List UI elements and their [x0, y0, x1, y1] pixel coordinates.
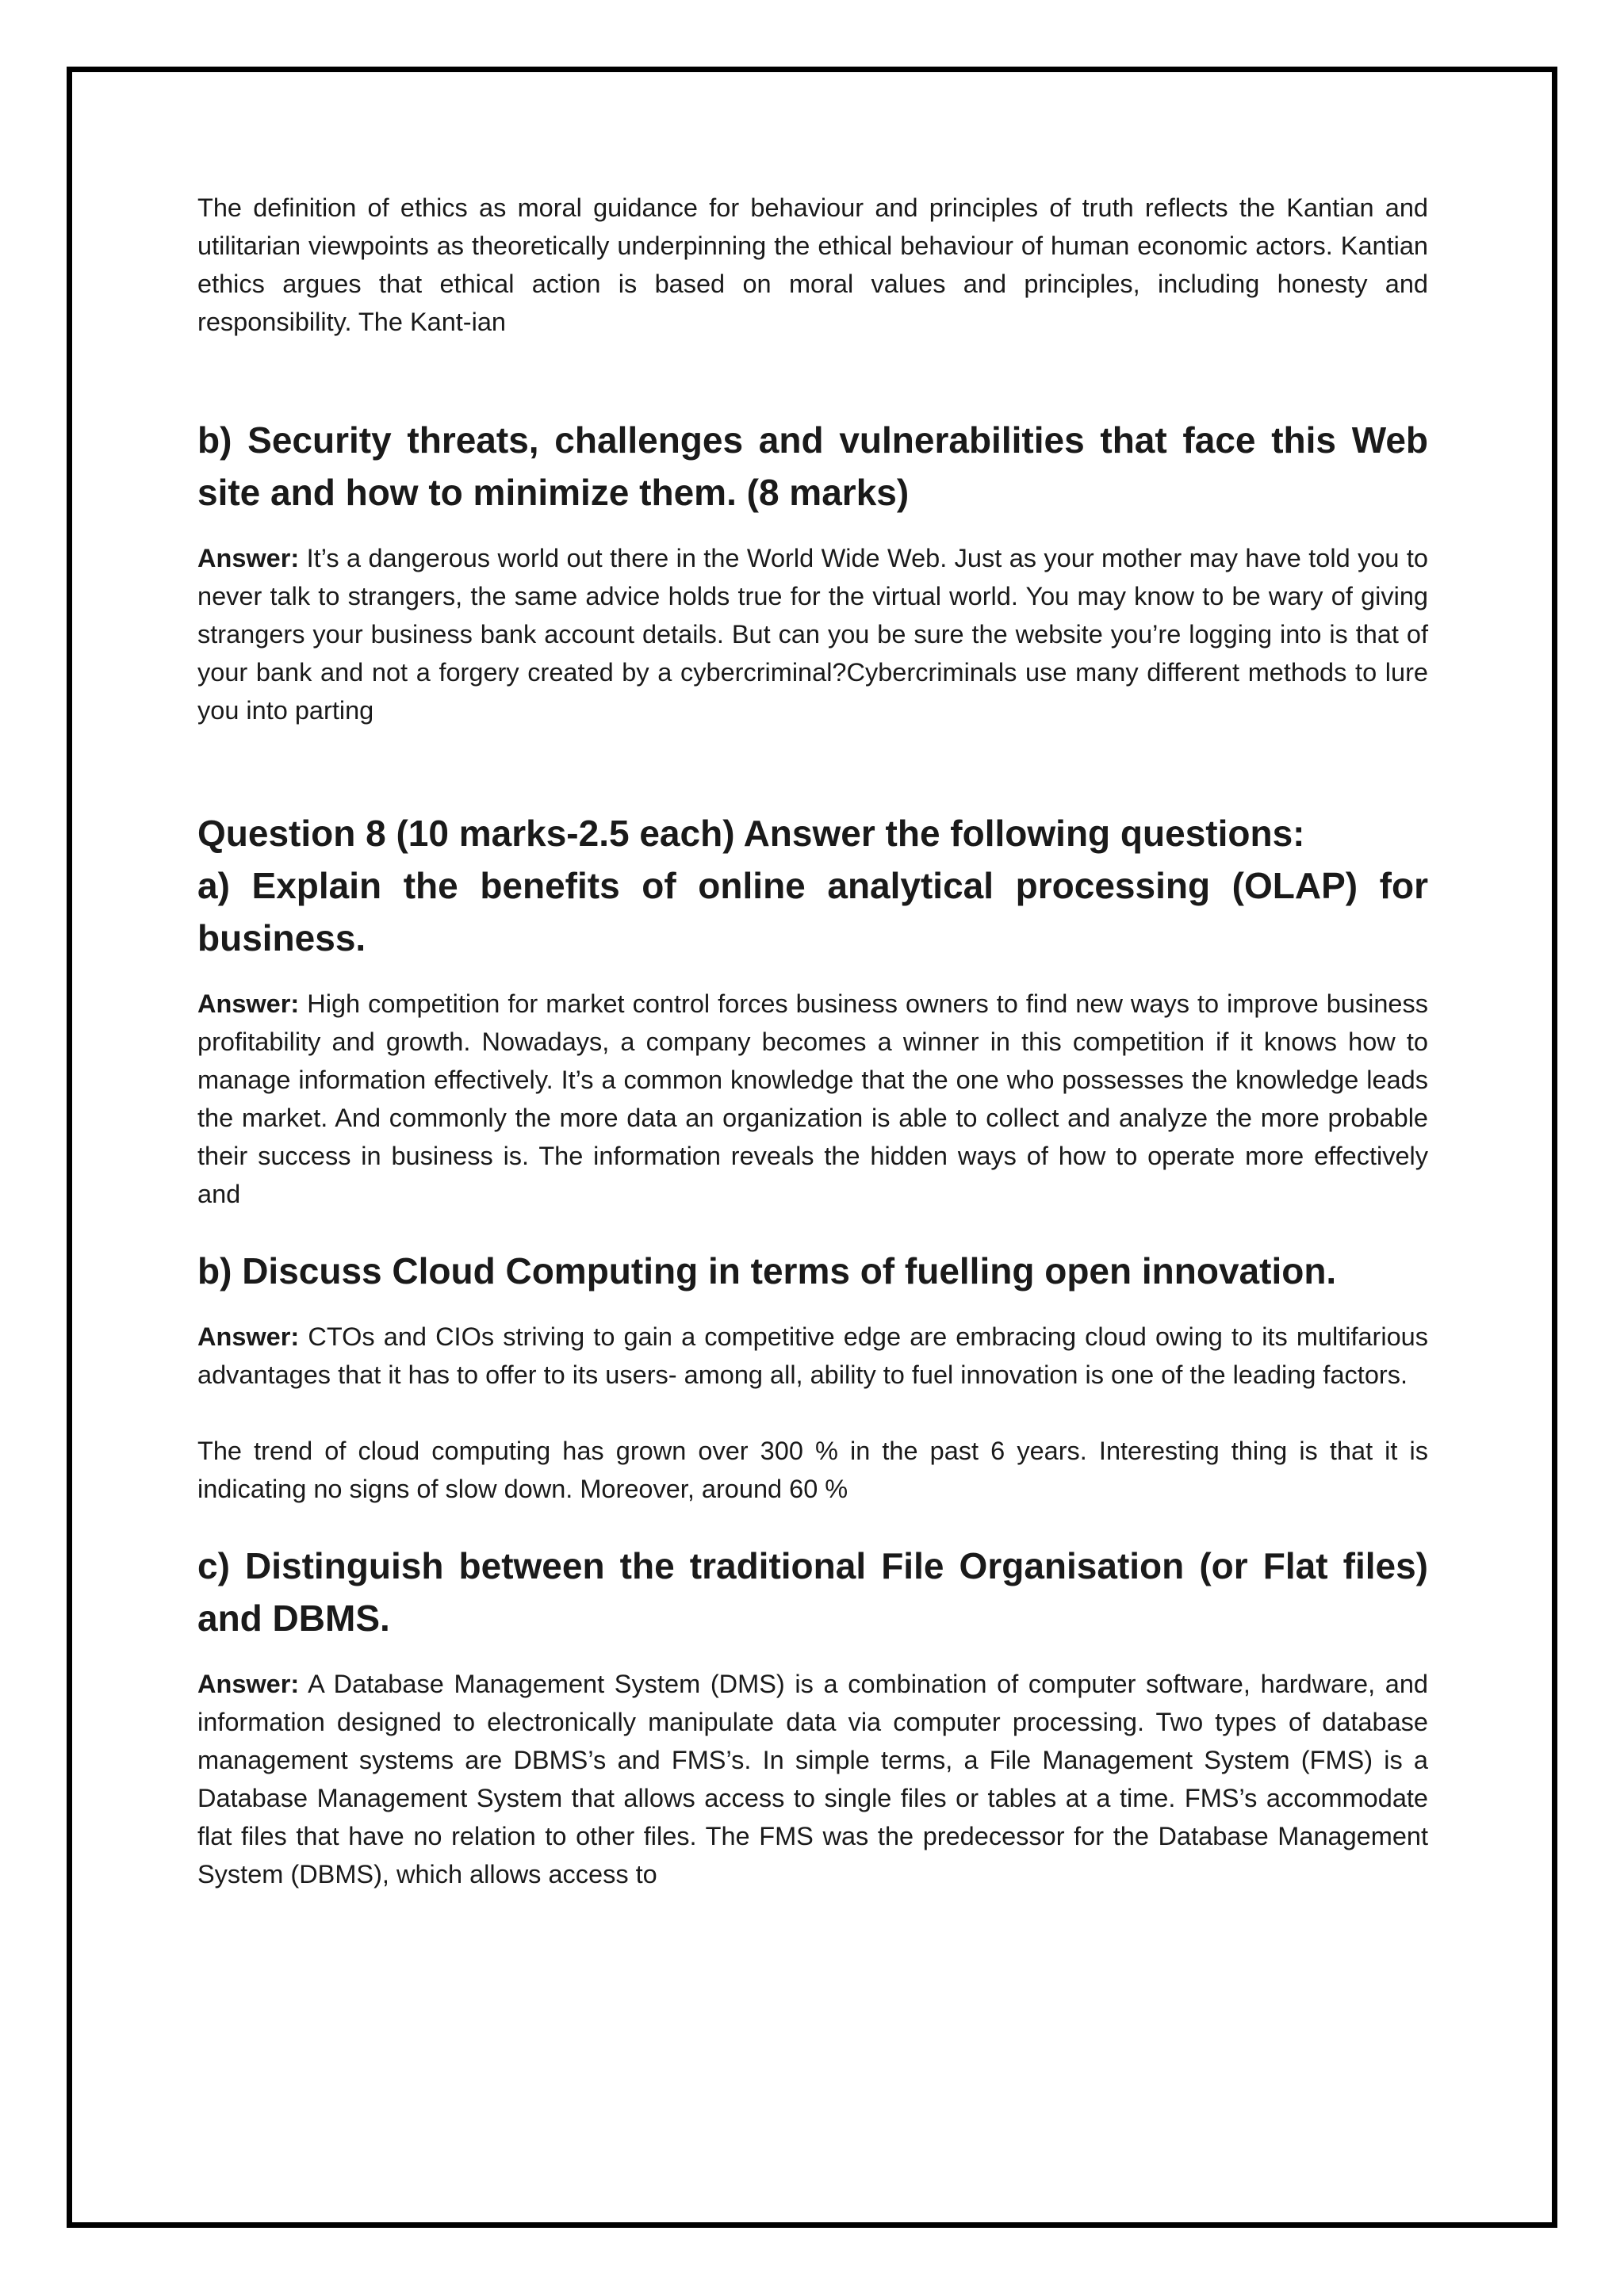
q8a-answer — [197, 985, 1428, 1213]
q8b-extra-paragraph: The trend of cloud computing has grown over 300 % in the past 6 years. Interesting thing is that it is indicating no signs of slow down. Moreover, around 60 % — [197, 1437, 1428, 1503]
answer-label: Answer: — [197, 989, 300, 1018]
q8c-heading: c) Distinguish between the traditional File Organisation (or Flat files) and DBMS. — [197, 1545, 1428, 1639]
q8a-heading: a) Explain the benefits of online analytical processing (OLAP) for business. — [197, 865, 1428, 959]
question8-title: Question 8 (10 marks-2.5 each) Answer the following questions: — [197, 813, 1305, 854]
answer-label: Answer: — [197, 1322, 300, 1351]
answer-text: High competition for market control forces business owners to find new ways to improve business profitability and growth. Nowadays, a company becomes a winner in this competition if it knows how to manage information effectively. It’s a common knowledge that the one who possesses the knowledge leads the market. And commonly the more data an organization is able to collect and analyze the more probable their success in business is. The information reveals the hidden ways of how to operate more effectively and — [197, 989, 1428, 1208]
document-body — [197, 189, 1428, 1893]
security-answer — [197, 539, 1428, 729]
answer-text: CTOs and CIOs striving to gain a competitive edge are embracing cloud owing to its multifarious advantages that it has to offer to its users- among all, ability to fuel innovation is one of the leading factors. — [197, 1322, 1428, 1389]
security-heading: b) Security threats, challenges and vulnerabilities that face this Web site and how to minimize them. (8 marks) — [197, 419, 1428, 513]
q8c-answer — [197, 1665, 1428, 1893]
q8b-heading: b) Discuss Cloud Computing in terms of fuelling open innovation. — [197, 1250, 1337, 1292]
answer-label: Answer: — [197, 544, 300, 572]
answer-label: Answer: — [197, 1670, 300, 1698]
answer-text: A Database Management System (DMS) is a combination of computer software, hardware, and information designed to electronically manipulate data via computer processing. Two types of database management systems are DBMS’s and FMS’s. In simple terms, a File Management System (FMS) is a Database Management System that allows access to single files or tables at a time. FMS’s accommodate flat files that have no relation to other files. The FMS was the predecessor for the Database Management System (DBMS), which allows access to — [197, 1670, 1428, 1888]
intro-paragraph: The definition of ethics as moral guidance for behaviour and principles of truth reflects the Kantian and utilitarian viewpoints as theoretically underpinning the ethical behaviour of human economic actors. Kantian ethics argues that ethical action is based on moral values and principles, including honesty and responsibility. The Kant-ian — [197, 193, 1428, 336]
q8b-answer — [197, 1318, 1428, 1394]
answer-text: It’s a dangerous world out there in the World Wide Web. Just as your mother may have told you to never talk to strangers, the same advice holds true for the virtual world. You may know to be wary of giving strangers your business bank account details. But can you be sure the website you’re logging into is that of your bank and not a forgery created by a cybercriminal?Cybercriminals use many different methods to lure you into parting — [197, 544, 1428, 725]
